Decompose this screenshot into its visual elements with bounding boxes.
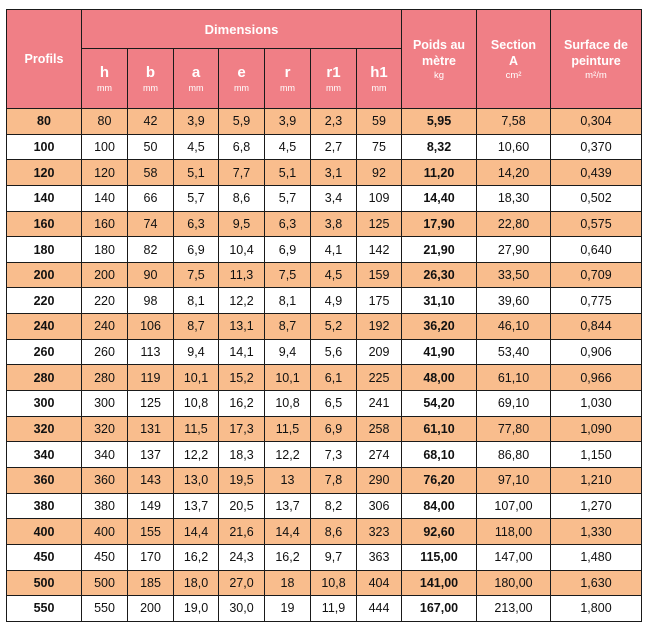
cell-e: 27,0 [219,570,265,596]
cell-h1: 125 [357,211,402,237]
cell-h1: 59 [357,109,402,135]
cell-surface: 0,370 [551,134,642,160]
cell-surface: 1,210 [551,467,642,493]
cell-e: 8,6 [219,185,265,211]
table-row [7,570,642,596]
cell-a: 8,1 [174,288,219,314]
header-dim-symbol: h [99,63,110,81]
cell-h1: 209 [357,339,402,365]
cell-e: 30,0 [219,596,265,622]
table-row [7,237,642,263]
cell-profil: 180 [7,237,82,263]
cell-surface: 0,709 [551,262,642,288]
header-dim-symbol: r [284,63,291,81]
header-dim-b [128,49,174,109]
table-row [7,109,642,135]
cell-h1: 159 [357,262,402,288]
cell-surface: 0,502 [551,185,642,211]
header-surface-line2: peinture [571,53,621,68]
cell-b: 170 [128,544,174,570]
cell-b: 98 [128,288,174,314]
cell-r1: 2,3 [311,109,357,135]
cell-profil: 380 [7,493,82,519]
cell-section: 53,40 [477,339,551,365]
cell-h: 400 [82,519,128,545]
header-dim-unit: mm [97,82,112,93]
cell-surface: 1,480 [551,544,642,570]
table-row [7,442,642,468]
cell-h1: 92 [357,160,402,186]
cell-section: 147,00 [477,544,551,570]
cell-profil: 500 [7,570,82,596]
cell-e: 18,3 [219,442,265,468]
table-row [7,596,642,622]
cell-r: 6,3 [265,211,311,237]
cell-profil: 400 [7,519,82,545]
cell-r: 4,5 [265,134,311,160]
profiles-table-container [6,9,642,622]
table-row [7,467,642,493]
cell-a: 6,3 [174,211,219,237]
cell-b: 143 [128,467,174,493]
cell-h: 300 [82,391,128,417]
cell-r: 18 [265,570,311,596]
cell-r1: 5,2 [311,314,357,340]
cell-h: 360 [82,467,128,493]
cell-poids: 76,20 [402,467,477,493]
cell-poids: 41,90 [402,339,477,365]
cell-a: 9,4 [174,339,219,365]
cell-h: 260 [82,339,128,365]
cell-r: 3,9 [265,109,311,135]
cell-e: 5,9 [219,109,265,135]
header-dim-unit: mm [280,82,295,93]
cell-e: 12,2 [219,288,265,314]
cell-profil: 320 [7,416,82,442]
cell-b: 119 [128,365,174,391]
cell-profil: 260 [7,339,82,365]
header-dim-symbol: r1 [326,63,341,81]
header-section-line2: A [508,53,519,68]
header-surface [551,10,642,109]
header-section-unit: cm² [505,69,522,81]
cell-poids: 141,00 [402,570,477,596]
cell-section: 97,10 [477,467,551,493]
table-row [7,262,642,288]
cell-r1: 6,9 [311,416,357,442]
cell-profil: 240 [7,314,82,340]
cell-h: 220 [82,288,128,314]
cell-a: 8,7 [174,314,219,340]
table-row [7,391,642,417]
cell-e: 6,8 [219,134,265,160]
cell-e: 19,5 [219,467,265,493]
header-dim-r [265,49,311,109]
cell-a: 7,5 [174,262,219,288]
cell-surface: 0,906 [551,339,642,365]
cell-b: 106 [128,314,174,340]
cell-section: 14,20 [477,160,551,186]
cell-h1: 290 [357,467,402,493]
cell-r1: 4,5 [311,262,357,288]
cell-poids: 31,10 [402,288,477,314]
cell-b: 74 [128,211,174,237]
cell-h: 200 [82,262,128,288]
cell-b: 125 [128,391,174,417]
cell-h1: 75 [357,134,402,160]
cell-poids: 11,20 [402,160,477,186]
cell-a: 16,2 [174,544,219,570]
cell-h1: 192 [357,314,402,340]
cell-poids: 92,60 [402,519,477,545]
header-dim-unit: mm [143,82,158,93]
cell-section: 39,60 [477,288,551,314]
cell-section: 213,00 [477,596,551,622]
cell-h: 550 [82,596,128,622]
cell-r1: 3,4 [311,185,357,211]
cell-section: 22,80 [477,211,551,237]
header-dim-h1 [357,49,402,109]
cell-e: 14,1 [219,339,265,365]
cell-r: 11,5 [265,416,311,442]
cell-b: 200 [128,596,174,622]
header-dim-unit: mm [234,82,249,93]
cell-profil: 140 [7,185,82,211]
cell-r: 8,1 [265,288,311,314]
cell-r1: 5,6 [311,339,357,365]
cell-section: 77,80 [477,416,551,442]
cell-poids: 17,90 [402,211,477,237]
table-row [7,314,642,340]
cell-b: 149 [128,493,174,519]
cell-h1: 404 [357,570,402,596]
header-dim-symbol: b [145,63,156,81]
cell-r1: 4,9 [311,288,357,314]
cell-section: 10,60 [477,134,551,160]
cell-section: 61,10 [477,365,551,391]
cell-r1: 8,2 [311,493,357,519]
cell-h: 340 [82,442,128,468]
cell-b: 90 [128,262,174,288]
cell-a: 3,9 [174,109,219,135]
cell-r1: 3,8 [311,211,357,237]
cell-a: 13,0 [174,467,219,493]
cell-h1: 225 [357,365,402,391]
header-profils: Profils [7,10,82,109]
header-dim-e [219,49,265,109]
cell-profil: 160 [7,211,82,237]
cell-surface: 1,030 [551,391,642,417]
cell-b: 185 [128,570,174,596]
cell-b: 155 [128,519,174,545]
cell-h1: 258 [357,416,402,442]
header-dimensions: Dimensions [82,10,402,49]
cell-h: 380 [82,493,128,519]
header-poids-line2: mètre [421,53,457,68]
cell-r: 16,2 [265,544,311,570]
cell-r1: 6,1 [311,365,357,391]
cell-h1: 323 [357,519,402,545]
cell-poids: 36,20 [402,314,477,340]
cell-b: 131 [128,416,174,442]
cell-r: 13 [265,467,311,493]
profiles-table [6,9,642,622]
cell-profil: 100 [7,134,82,160]
cell-surface: 1,090 [551,416,642,442]
cell-poids: 5,95 [402,109,477,135]
cell-poids: 21,90 [402,237,477,263]
cell-a: 14,4 [174,519,219,545]
cell-poids: 167,00 [402,596,477,622]
cell-r: 14,4 [265,519,311,545]
cell-e: 13,1 [219,314,265,340]
cell-r1: 3,1 [311,160,357,186]
table-row [7,544,642,570]
cell-r: 12,2 [265,442,311,468]
cell-h: 500 [82,570,128,596]
cell-surface: 0,304 [551,109,642,135]
cell-h: 140 [82,185,128,211]
table-row [7,160,642,186]
table-row [7,339,642,365]
header-dim-unit: mm [371,82,387,93]
cell-poids: 115,00 [402,544,477,570]
cell-b: 42 [128,109,174,135]
cell-poids: 14,40 [402,185,477,211]
cell-r: 10,8 [265,391,311,417]
cell-b: 82 [128,237,174,263]
cell-e: 21,6 [219,519,265,545]
cell-a: 5,7 [174,185,219,211]
cell-surface: 1,630 [551,570,642,596]
cell-a: 11,5 [174,416,219,442]
cell-b: 58 [128,160,174,186]
cell-r: 7,5 [265,262,311,288]
cell-profil: 550 [7,596,82,622]
header-dim-r1 [311,49,357,109]
cell-r1: 4,1 [311,237,357,263]
cell-profil: 220 [7,288,82,314]
cell-section: 33,50 [477,262,551,288]
cell-poids: 48,00 [402,365,477,391]
cell-e: 11,3 [219,262,265,288]
cell-e: 16,2 [219,391,265,417]
cell-b: 66 [128,185,174,211]
cell-r: 19 [265,596,311,622]
cell-a: 18,0 [174,570,219,596]
cell-r1: 2,7 [311,134,357,160]
cell-a: 12,2 [174,442,219,468]
cell-b: 137 [128,442,174,468]
cell-h: 100 [82,134,128,160]
cell-a: 13,7 [174,493,219,519]
cell-r: 5,1 [265,160,311,186]
cell-r: 6,9 [265,237,311,263]
cell-profil: 200 [7,262,82,288]
header-poids [402,10,477,109]
cell-r1: 7,3 [311,442,357,468]
cell-r1: 6,5 [311,391,357,417]
cell-profil: 360 [7,467,82,493]
cell-r: 8,7 [265,314,311,340]
cell-h1: 363 [357,544,402,570]
cell-r: 5,7 [265,185,311,211]
cell-profil: 450 [7,544,82,570]
cell-r: 10,1 [265,365,311,391]
cell-poids: 54,20 [402,391,477,417]
header-dim-symbol: a [191,63,201,81]
table-body [7,109,642,622]
cell-h1: 109 [357,185,402,211]
cell-e: 10,4 [219,237,265,263]
cell-b: 113 [128,339,174,365]
header-dim-symbol: e [237,63,246,81]
cell-a: 19,0 [174,596,219,622]
table-row [7,416,642,442]
cell-r1: 10,8 [311,570,357,596]
cell-poids: 84,00 [402,493,477,519]
cell-h1: 175 [357,288,402,314]
cell-section: 180,00 [477,570,551,596]
cell-r: 9,4 [265,339,311,365]
cell-surface: 0,966 [551,365,642,391]
cell-profil: 120 [7,160,82,186]
cell-section: 107,00 [477,493,551,519]
cell-profil: 80 [7,109,82,135]
cell-section: 27,90 [477,237,551,263]
table-row [7,519,642,545]
header-surface-line1: Surface de [564,37,628,52]
cell-h: 160 [82,211,128,237]
cell-section: 86,80 [477,442,551,468]
cell-a: 4,5 [174,134,219,160]
cell-surface: 1,270 [551,493,642,519]
header-dim-a [174,49,219,109]
cell-section: 118,00 [477,519,551,545]
cell-h1: 306 [357,493,402,519]
cell-poids: 8,32 [402,134,477,160]
header-poids-line1: Poids au [412,37,466,52]
cell-h: 450 [82,544,128,570]
cell-r1: 11,9 [311,596,357,622]
cell-e: 24,3 [219,544,265,570]
cell-r1: 9,7 [311,544,357,570]
cell-profil: 300 [7,391,82,417]
header-dim-unit: mm [188,82,204,93]
header-dim-symbol: h1 [370,63,388,81]
header-surface-unit: m²/m [585,69,607,81]
cell-a: 5,1 [174,160,219,186]
cell-r1: 8,6 [311,519,357,545]
table-row [7,185,642,211]
cell-a: 10,1 [174,365,219,391]
cell-e: 15,2 [219,365,265,391]
cell-h1: 444 [357,596,402,622]
cell-surface: 0,575 [551,211,642,237]
header-poids-unit: kg [433,69,445,81]
cell-surface: 0,439 [551,160,642,186]
cell-surface: 0,775 [551,288,642,314]
cell-r: 13,7 [265,493,311,519]
cell-profil: 280 [7,365,82,391]
cell-e: 9,5 [219,211,265,237]
cell-poids: 68,10 [402,442,477,468]
table-row [7,134,642,160]
cell-h: 180 [82,237,128,263]
table-row [7,365,642,391]
cell-surface: 1,150 [551,442,642,468]
cell-b: 50 [128,134,174,160]
cell-h1: 142 [357,237,402,263]
table-row [7,288,642,314]
cell-h: 320 [82,416,128,442]
header-section-line1: Section [490,37,537,52]
table-row [7,211,642,237]
cell-e: 7,7 [219,160,265,186]
cell-h1: 241 [357,391,402,417]
cell-section: 69,10 [477,391,551,417]
header-dim-h [82,49,128,109]
cell-section: 7,58 [477,109,551,135]
table-row [7,493,642,519]
cell-a: 10,8 [174,391,219,417]
cell-e: 20,5 [219,493,265,519]
cell-section: 18,30 [477,185,551,211]
cell-surface: 0,640 [551,237,642,263]
header-dim-unit: mm [326,82,341,93]
cell-h: 80 [82,109,128,135]
cell-poids: 26,30 [402,262,477,288]
cell-h1: 274 [357,442,402,468]
cell-surface: 1,800 [551,596,642,622]
header-section [477,10,551,109]
cell-e: 17,3 [219,416,265,442]
cell-profil: 340 [7,442,82,468]
cell-poids: 61,10 [402,416,477,442]
cell-a: 6,9 [174,237,219,263]
cell-surface: 1,330 [551,519,642,545]
cell-h: 120 [82,160,128,186]
cell-h: 240 [82,314,128,340]
cell-r1: 7,8 [311,467,357,493]
cell-section: 46,10 [477,314,551,340]
cell-surface: 0,844 [551,314,642,340]
cell-h: 280 [82,365,128,391]
